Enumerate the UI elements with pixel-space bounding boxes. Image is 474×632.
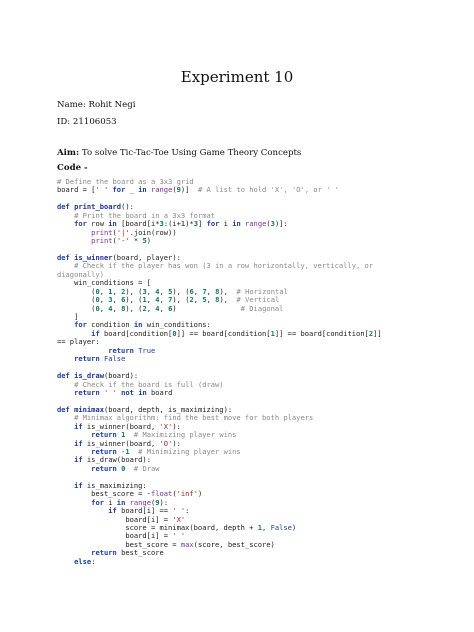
code-token: 8 xyxy=(215,295,220,305)
code-token: 1 xyxy=(180,219,186,229)
code-token: ( xyxy=(57,303,96,313)
code-line xyxy=(57,186,467,194)
code-token: best_score = xyxy=(57,539,181,549)
code-line xyxy=(57,549,467,557)
code-token: : xyxy=(91,556,96,566)
code-token: 4 xyxy=(108,303,113,313)
code-token: best_score = - xyxy=(57,489,151,499)
code-token: ), ( xyxy=(125,295,143,305)
code-token: , xyxy=(193,286,203,296)
code-token: in xyxy=(133,320,143,330)
code-token: ( xyxy=(266,219,271,229)
code-token: _ xyxy=(125,185,139,195)
code-token: ): xyxy=(172,421,181,431)
code-token: 9 xyxy=(155,497,160,507)
code-token: for xyxy=(74,320,87,330)
code-token: return xyxy=(91,430,117,440)
code-token: False xyxy=(270,522,292,532)
code-token: board[i] == xyxy=(116,506,173,516)
aim-text: To solve Tic-Tac-Toe Using Game Theory Concepts xyxy=(79,148,302,158)
code-token: is_winner xyxy=(74,252,113,262)
aim-label: Aim: xyxy=(57,148,80,158)
code-token: == player: xyxy=(57,337,100,347)
code-line xyxy=(57,237,467,245)
code-token: ' ' xyxy=(95,185,109,195)
code-token: 3 xyxy=(159,219,164,229)
code-token: 1 xyxy=(270,328,275,338)
code-token: condition xyxy=(86,320,134,330)
code-token: ( xyxy=(172,185,177,195)
code-token: , xyxy=(112,295,122,305)
code-token: # Check if the board is full (draw) xyxy=(74,379,224,389)
code-token: ( xyxy=(150,497,156,507)
code-token: ) xyxy=(197,489,203,499)
code-token: 5 xyxy=(202,295,207,305)
code-token: , xyxy=(262,522,271,532)
code-token: in xyxy=(116,497,126,507)
code-token: in xyxy=(138,387,147,397)
code-token xyxy=(57,464,91,473)
code-token: ): xyxy=(172,438,181,448)
code-token: , xyxy=(146,295,156,305)
code-token: 0 xyxy=(172,328,177,338)
code-token: 8 xyxy=(215,286,220,296)
code-token: board[i] = xyxy=(57,531,173,541)
code-token: ]] == board[condition[ xyxy=(274,328,369,338)
code-token: , xyxy=(112,303,122,313)
code-token: ' ' xyxy=(104,387,117,397)
code-line xyxy=(57,305,467,313)
code-token: ] xyxy=(198,219,207,229)
code-token: # Define the board as a 3x3 grid xyxy=(57,177,194,186)
code-token: max xyxy=(180,539,194,549)
code-token: .join(row)) xyxy=(129,227,177,237)
code-token: for xyxy=(206,219,220,229)
code-token: (): xyxy=(121,202,134,212)
code-token: :(i+ xyxy=(163,219,181,229)
code-token: , xyxy=(159,286,169,296)
code-token: ), ( xyxy=(125,286,143,296)
code-token: 5 xyxy=(168,286,173,296)
code-token: ] xyxy=(57,312,79,321)
code-token: for xyxy=(74,219,87,229)
code-token: board xyxy=(146,387,173,397)
code-token: if xyxy=(74,480,83,490)
code-token: (board): xyxy=(104,371,139,381)
code-token: (score, best_score) xyxy=(193,539,275,549)
code-token: 0 xyxy=(95,295,100,305)
code-token: return xyxy=(74,387,100,397)
code-token xyxy=(57,388,74,397)
code-token: ]] xyxy=(373,328,382,338)
code-token: , xyxy=(112,286,122,296)
code-token: 'X' xyxy=(172,514,186,524)
code-token: ) xyxy=(291,522,297,532)
code-token: 2 xyxy=(368,328,374,338)
code-token: , xyxy=(206,295,216,305)
code-token: def xyxy=(57,202,70,212)
code-line xyxy=(57,465,467,473)
code-token: 6 xyxy=(121,295,126,305)
code-token: ' ' xyxy=(172,506,186,516)
code-token: 6 xyxy=(189,286,194,296)
code-token: i xyxy=(103,497,117,507)
code-token: board = [ xyxy=(57,185,96,195)
code-token: float xyxy=(150,489,173,499)
code-label: Code - xyxy=(57,163,88,173)
code-token: board[condition[ xyxy=(99,328,173,338)
code-token: # Minimizing player wins xyxy=(138,447,241,456)
code-token: : xyxy=(185,506,190,516)
code-token xyxy=(57,354,74,363)
code-token: win_conditions = [ xyxy=(57,278,151,288)
code-token: return xyxy=(108,345,134,355)
code-token: 7 xyxy=(168,295,173,305)
code-token: # Vertical xyxy=(236,295,280,305)
code-token: 0 xyxy=(121,463,126,473)
code-token: 3 xyxy=(142,286,147,296)
code-token: (board, depth, is_maximizing): xyxy=(104,404,233,414)
code-token: , xyxy=(206,286,216,296)
code-token: 4 xyxy=(155,303,160,313)
code-token: if xyxy=(74,421,83,431)
code-token: 4 xyxy=(155,286,160,296)
code-token: 7 xyxy=(202,286,207,296)
code-token: board[i] = xyxy=(57,514,173,524)
id-line: ID: 21106053 xyxy=(57,117,117,127)
code-token: return xyxy=(91,447,117,456)
code-token: , xyxy=(159,303,169,313)
code-token: i xyxy=(219,219,233,229)
code-line xyxy=(57,558,467,566)
code-token: ( xyxy=(112,227,117,237)
code-token: # Horizontal xyxy=(236,286,288,296)
code-token: range xyxy=(150,185,173,195)
code-token: 1 xyxy=(108,286,113,296)
code-token: row xyxy=(86,219,109,229)
code-token: range xyxy=(245,219,267,229)
code-token: ( xyxy=(112,236,117,246)
code-token: for xyxy=(112,185,126,195)
code-token: , xyxy=(146,303,156,313)
code-token: , xyxy=(99,295,109,305)
code-token: , xyxy=(146,286,156,296)
code-token: in xyxy=(138,185,147,195)
code-token: is_winner(board, xyxy=(82,438,160,448)
code-token: ), xyxy=(219,286,237,296)
code-token: 1 xyxy=(142,295,147,305)
code-token: 8 xyxy=(121,303,126,313)
code-token: ( xyxy=(57,295,96,305)
code-token: [board[i* xyxy=(116,219,160,229)
code-token: def xyxy=(57,371,70,381)
code-token: return xyxy=(91,548,117,558)
code-token: 5 xyxy=(142,236,147,246)
code-token: print xyxy=(91,236,113,246)
code-token: if xyxy=(74,455,83,465)
code-token: )* xyxy=(185,219,194,229)
code-token: print xyxy=(91,227,113,237)
code-token: else xyxy=(74,556,92,566)
code-token: )]: xyxy=(274,219,288,229)
code-block xyxy=(57,178,467,566)
code-token: ( xyxy=(57,286,96,296)
code-token: 4 xyxy=(155,295,160,305)
code-token: 1 xyxy=(257,522,263,532)
code-token: ), ( xyxy=(125,303,143,313)
code-token: is_maximizing: xyxy=(82,480,147,490)
code-token: best_score xyxy=(116,548,164,558)
code-token: # Diagonal xyxy=(240,303,284,313)
code-token: minimax xyxy=(74,404,104,414)
code-token: for xyxy=(91,497,104,507)
code-token xyxy=(57,236,91,245)
code-token: 9 xyxy=(176,185,181,195)
code-token: ): xyxy=(159,497,169,507)
code-token: is_draw xyxy=(74,371,104,381)
code-token: 1 xyxy=(125,447,130,456)
code-token: ]] == board[condition[ xyxy=(176,328,271,338)
code-token: )] xyxy=(180,185,198,195)
code-token xyxy=(57,557,74,566)
code-token: is_winner(board, xyxy=(82,421,160,431)
code-token: # Draw xyxy=(133,463,160,473)
code-token xyxy=(125,464,134,473)
code-token: 6 xyxy=(168,303,173,313)
code-token: 1 xyxy=(121,430,126,440)
name-line: Name: Rohit Negi xyxy=(57,100,136,110)
code-token: 2 xyxy=(189,295,194,305)
code-token: # Check if the player has won (3 in a row horizontally, vertically, or xyxy=(74,261,374,271)
code-token: , xyxy=(193,295,203,305)
code-token: 3 xyxy=(108,295,113,305)
code-token: # Minimax algorithm: find the best move for both players xyxy=(74,413,314,423)
code-token: win_conditions: xyxy=(142,320,211,330)
code-token: , xyxy=(159,295,169,305)
page-title: Experiment 10 xyxy=(180,68,294,86)
code-token: - xyxy=(116,447,126,456)
code-token: 0 xyxy=(95,303,100,313)
code-token: def xyxy=(57,252,70,262)
code-line xyxy=(57,330,467,338)
code-token: ), xyxy=(219,295,237,305)
code-token: if xyxy=(108,506,117,516)
code-token: , xyxy=(99,286,109,296)
code-token: return xyxy=(91,463,117,473)
code-token: '|' xyxy=(116,227,130,237)
code-token: range xyxy=(129,497,151,507)
code-token: diagonally) xyxy=(57,269,104,279)
code-token: (board, player): xyxy=(112,252,181,262)
code-token: False xyxy=(104,354,126,364)
code-token: ( xyxy=(172,489,177,499)
code-line xyxy=(57,389,467,397)
code-token: 'X' xyxy=(159,421,173,431)
aim-line xyxy=(57,148,301,158)
code-token: return xyxy=(74,354,100,364)
code-token: ) xyxy=(172,303,241,313)
code-token: ), ( xyxy=(172,286,190,296)
code-token: in xyxy=(232,219,241,229)
code-token: True xyxy=(138,345,156,355)
code-token: # A list to hold 'X', 'O', or ' ' xyxy=(198,185,339,195)
code-token: 3 xyxy=(270,219,275,229)
code-token: , xyxy=(99,303,109,313)
code-line xyxy=(57,262,467,270)
code-token: if xyxy=(91,328,100,338)
code-token: in xyxy=(108,219,117,229)
code-line xyxy=(57,355,467,363)
code-token: # Print the board in a 3x3 format xyxy=(74,210,216,220)
code-token: 'O' xyxy=(159,438,173,448)
code-token: ) xyxy=(146,236,151,246)
code-token: # Maximizing player wins xyxy=(133,430,237,440)
code-token: score = minimax(board, depth + xyxy=(57,522,258,532)
code-token: * xyxy=(129,236,143,246)
code-token: if xyxy=(74,438,83,448)
code-token: is_draw(board): xyxy=(82,455,151,465)
code-token: 0 xyxy=(95,286,100,296)
code-token: ' ' xyxy=(172,531,186,541)
code-token: def xyxy=(57,404,70,414)
code-token: 2 xyxy=(142,303,147,313)
code-token: '-' xyxy=(116,236,130,246)
code-token: ), ( xyxy=(172,295,190,305)
code-token: 'inf' xyxy=(176,489,198,499)
code-token: 2 xyxy=(121,286,126,296)
code-token: 3 xyxy=(193,219,199,229)
code-token: not xyxy=(121,387,134,397)
code-token: print_board xyxy=(74,202,122,212)
